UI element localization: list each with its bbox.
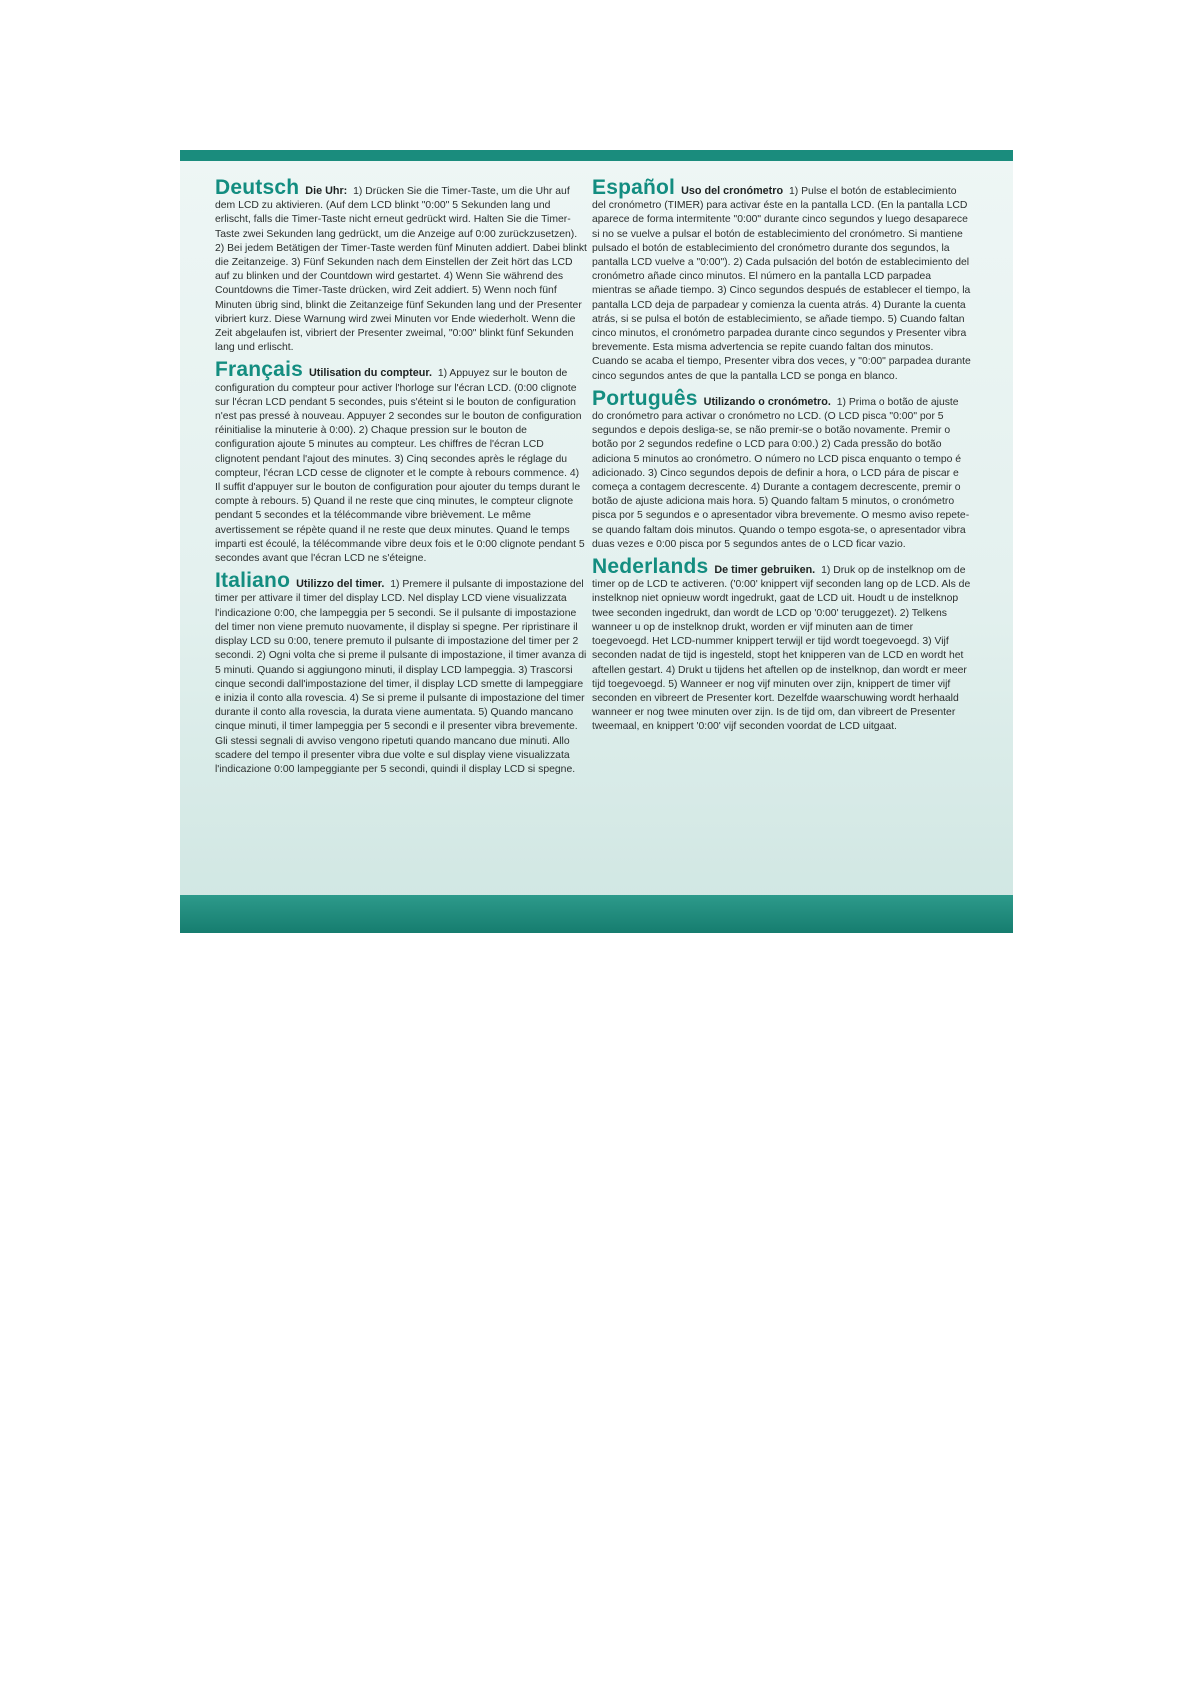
top-rule [180, 150, 1013, 161]
section-heading: Uso del cronómetro [681, 185, 784, 197]
section-heading: Utilisation du compteur. [308, 367, 432, 380]
lang-title: Português [592, 386, 698, 410]
section-heading: Utilizzo del timer. [296, 578, 385, 591]
section-body: 1) Premere il pulsante di impostazione del timer per attivare il timer del display LCD. Nel display LCD viene visualizzata l'indicazione 0:00, che lampeggia per 5 secondi. Se il pulsante di impostazione del timer non viene premuto nuovamente, il display si spegne. Per ripristinare il display LCD su 0:00, tenere premuto il pulsante di impostazione del timer per 2 secondi. 2) Ogni volta che si preme il pulsante di impostazione, il timer avanza di 5 minuti. Quando si aggiungono minuti, il display LCD lampeggia. 3) Trascorsi cinque secondi dall'impostazione del timer, il display LCD smette di lampeggiare e inizia il conto alla rovescia. 4) Se si preme il pulsante di impostazione del timer durante il conto alla rovescia, la durata viene aumentata. 5) Quando mancano cinque minuti, il timer lampeggia per 5 secondi e il presenter vibra brevemente. Gli stessi segnali di avviso vengono ripetuti quando mancano due minuti. Allo scadere del tempo il presenter vibra due volte e sul display viene visualizzata l'indicazione 0:00 lampeggiante per 5 secondi, quindi il display LCD si spegne. [215, 579, 587, 775]
manual-page [180, 150, 1013, 933]
section-nederlands [592, 557, 972, 734]
section-body: 1) Appuyez sur le bouton de configuration du compteur pour activer l'horloge sur l'écran LCD. (0:00 clignote sur l'écran LCD pendant 5 secondes, puis s'éteint si le bouton de configuration n'est pas pressé à nouveau. Appuyer 2 secondes sur le bouton de configuration réinitialise la minuterie à 0:00). 2) Chaque pression sur le bouton de configuration ajoute 5 minutes au compteur. Les chiffres de l'écran LCD clignotent pendant l'ajout des minutes. 3) Cinq secondes après le réglage du compteur, l'écran LCD cesse de clignoter et le compte à rebours commence. 4) Il suffit d'appuyer sur le bouton de configuration pour ajouter du temps durant le compte à rebours. 5) Quand il ne reste que cinq minutes, le compteur clignote pendant 5 secondes et la télécommande vibre brièvement. Le même avertissement se répète quand il ne reste que deux minutes. Quand le temps imparti est écoulé, la télécommande vibre deux fois et le 0:00 clignote pendant 5 secondes avant que l'écran LCD ne s'éteigne. [215, 368, 585, 565]
lang-title: Français [215, 358, 303, 382]
section-italiano [215, 571, 587, 777]
section-body: 1) Pulse el botón de establecimiento del cronómetro (TIMER) para activar éste en la pantalla LCD. (En la pantalla LCD aparece de forma intermitente "0:00" durante cinco segundos y luego desaparece si no se vuelve a pulsar el botón de establecimiento del cronómetro. Si mantiene pulsado el botón de establecimiento del cronómetro durante dos segundos, la pantalla LCD vuelve a "0:00"). 2) Cada pulsación del botón de establecimiento del cronómetro añade cinco minutos. El número en la pantalla LCD parpadea mientras se añade tiempo. 3) Cinco segundos después de establecer el tiempo, la pantalla LCD deja de parpadear y comienza la cuenta atrás. 4) Durante la cuenta atrás, si se pulsa el botón de establecimiento, se añade tiempo. 5) Cuando faltan cinco minutos, el cronómetro parpadea durante cinco segundos y Presenter vibra brevemente. Esta misma advertencia se repite cuando faltan dos minutos. Cuando se acaba el tiempo, Presenter vibra dos veces, y "0:00" parpadea durante cinco segundos antes de que la pantalla LCD se ponga en blanco. [592, 186, 971, 382]
section-heading: Utilizando o cronómetro. [703, 395, 831, 408]
section-heading: Die Uhr: [305, 185, 348, 197]
right-column [592, 178, 972, 740]
section-espanol [592, 178, 972, 384]
section-body: 1) Druk op de instelknop om de timer op de LCD te activeren. ('0:00' knippert vijf seconden lang op de LCD. Als de instelknop niet opnieuw wordt ingedrukt, gaat de LCD uit. Houdt u de instelknop twee seconden ingedrukt, dan wordt de LCD op '0:00' teruggezet). 2) Telkens wanneer u op de instelknop drukt, worden er vijf minuten aan de timer toegevoegd. Het LCD-nummer knippert terwijl er tijd wordt toegevoegd. 3) Vijf seconden nadat de tijd is ingesteld, stopt het knipperen van de LCD en wordt het aftellen gestart. 4) Drukt u tijdens het aftellen op de instelknop, dan wordt er meer tijd toegevoegd. 5) Wanneer er nog vijf minuten over zijn, knippert de timer vijf seconden en vibreert de Presenter kort. Dezelfde waarschuwing wordt herhaald wanneer er nog twee minuten over zijn. Is de tijd om, dan vibreert de Presenter tweemaal, en knippert '0:00' vijf seconden voordat de LCD uitgaat. [592, 565, 971, 733]
lang-title: Italiano [215, 569, 291, 593]
lang-title: Nederlands [592, 555, 709, 579]
section-portugues [592, 386, 972, 552]
section-francais [215, 360, 587, 566]
section-body: 1) Prima o botão de ajuste do cronómetro para activar o cronómetro no LCD. (O LCD pisca "0:00" por 5 segundos e depois desliga-se, se não premir-se o botão novamente. Premir o botão por 2 segundos redefine o LCD para 0:00.) 2) Cada pressão do botão adiciona 5 minutos ao cronómetro. O número no LCD pisca enquanto o tempo é adicionado. 3) Cinco segundos depois de definir a hora, o LCD pára de piscar e começa a contagem decrescente. 4) Durante a contagem decrescente, premir o botão de ajuste adiciona mais hora. 5) Quando faltam 5 minutos, o cronómetro pisca por 5 segundos e o apresentador vibra brevemente. O mesmo aviso repete-se quando faltam dois minutos. Quando o tempo esgota-se, o apresentador vibra duas vezes e 0:00 pisca por 5 segundos antes de o LCD ficar vazio. [592, 396, 970, 550]
section-body: 1) Drücken Sie die Timer-Taste, um die Uhr auf dem LCD zu aktivieren. (Auf dem LCD blinkt "0:00" 5 Sekunden lang und erlischt, falls die Timer-Taste nicht erneut gedrückt wird. Halten Sie die Timer-Taste zwei Sekunden lang gedrückt, um die Anzeige auf 0:00 zurückzusetzen). 2) Bei jedem Betätigen der Timer-Taste werden fünf Minuten addiert. Dabei blinkt die Zeitanzeige. 3) Fünf Sekunden nach dem Einstellen der Zeit hört das LCD auf zu blinken und der Countdown wird gestartet. 4) Wenn Sie während des Countdowns die Timer-Taste drücken, wird Zeit addiert. 5) Wenn noch fünf Minuten übrig sind, blinkt die Zeitanzeige fünf Sekunden lang und der Presenter vibriert kurz. Diese Warnung wird zwei Minuten vor Ende wiederholt. Wenn die Zeit abgelaufen ist, vibriert der Presenter zweimal, "0:00" blinkt fünf Sekunden lang und erlischt. [215, 186, 587, 354]
section-deutsch [215, 178, 587, 355]
bottom-band [180, 895, 1013, 933]
left-column [215, 178, 587, 782]
lang-title: Español [592, 176, 676, 199]
section-heading: De timer gebruiken. [714, 564, 816, 577]
lang-title: Deutsch [215, 176, 300, 199]
